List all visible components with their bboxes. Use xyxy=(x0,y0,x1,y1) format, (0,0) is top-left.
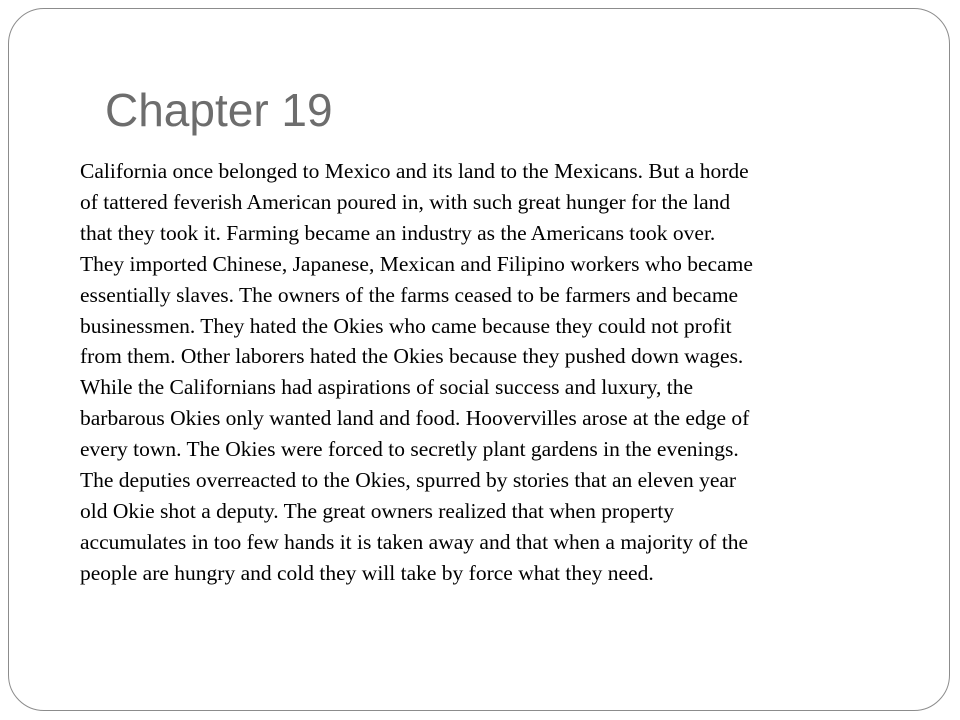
body-line: of tattered feverish American poured in, with such great hunger for the land xyxy=(80,189,731,214)
body-line: that they took it. Farming became an industry as the Americans took over. xyxy=(80,220,716,245)
body-line: from them. Other laborers hated the Okies because they pushed down wages. xyxy=(80,344,744,369)
body-line: They imported Chinese, Japanese, Mexican and Filipino workers who became xyxy=(80,251,753,276)
body-line: The deputies overreacted to the Okies, spurred by stories that an eleven year xyxy=(80,468,737,493)
body-line: barbarous Okies only wanted land and food. Hoovervilles arose at the edge of xyxy=(80,406,750,431)
slide-title: Chapter 19 xyxy=(105,84,333,136)
body-line: every town. The Okies were forced to secretly plant gardens in the evenings. xyxy=(80,437,739,462)
body-line: people are hungry and cold they will take by force what they need. xyxy=(80,560,654,585)
body-line: accumulates in too few hands it is taken away and that when a majority of the xyxy=(80,529,749,554)
body-line: While the Californians had aspirations of social success and luxury, the xyxy=(80,375,693,400)
body-line: California once belonged to Mexico and its land to the Mexicans. But a horde xyxy=(80,159,749,183)
body-line: essentially slaves. The owners of the farms ceased to be farmers and became xyxy=(80,282,739,307)
body-line: businessmen. They hated the Okies who came because they could not profit xyxy=(80,313,732,338)
body-line: old Okie shot a deputy. The great owners realized that when property xyxy=(80,498,675,523)
slide-body-text xyxy=(80,156,900,589)
